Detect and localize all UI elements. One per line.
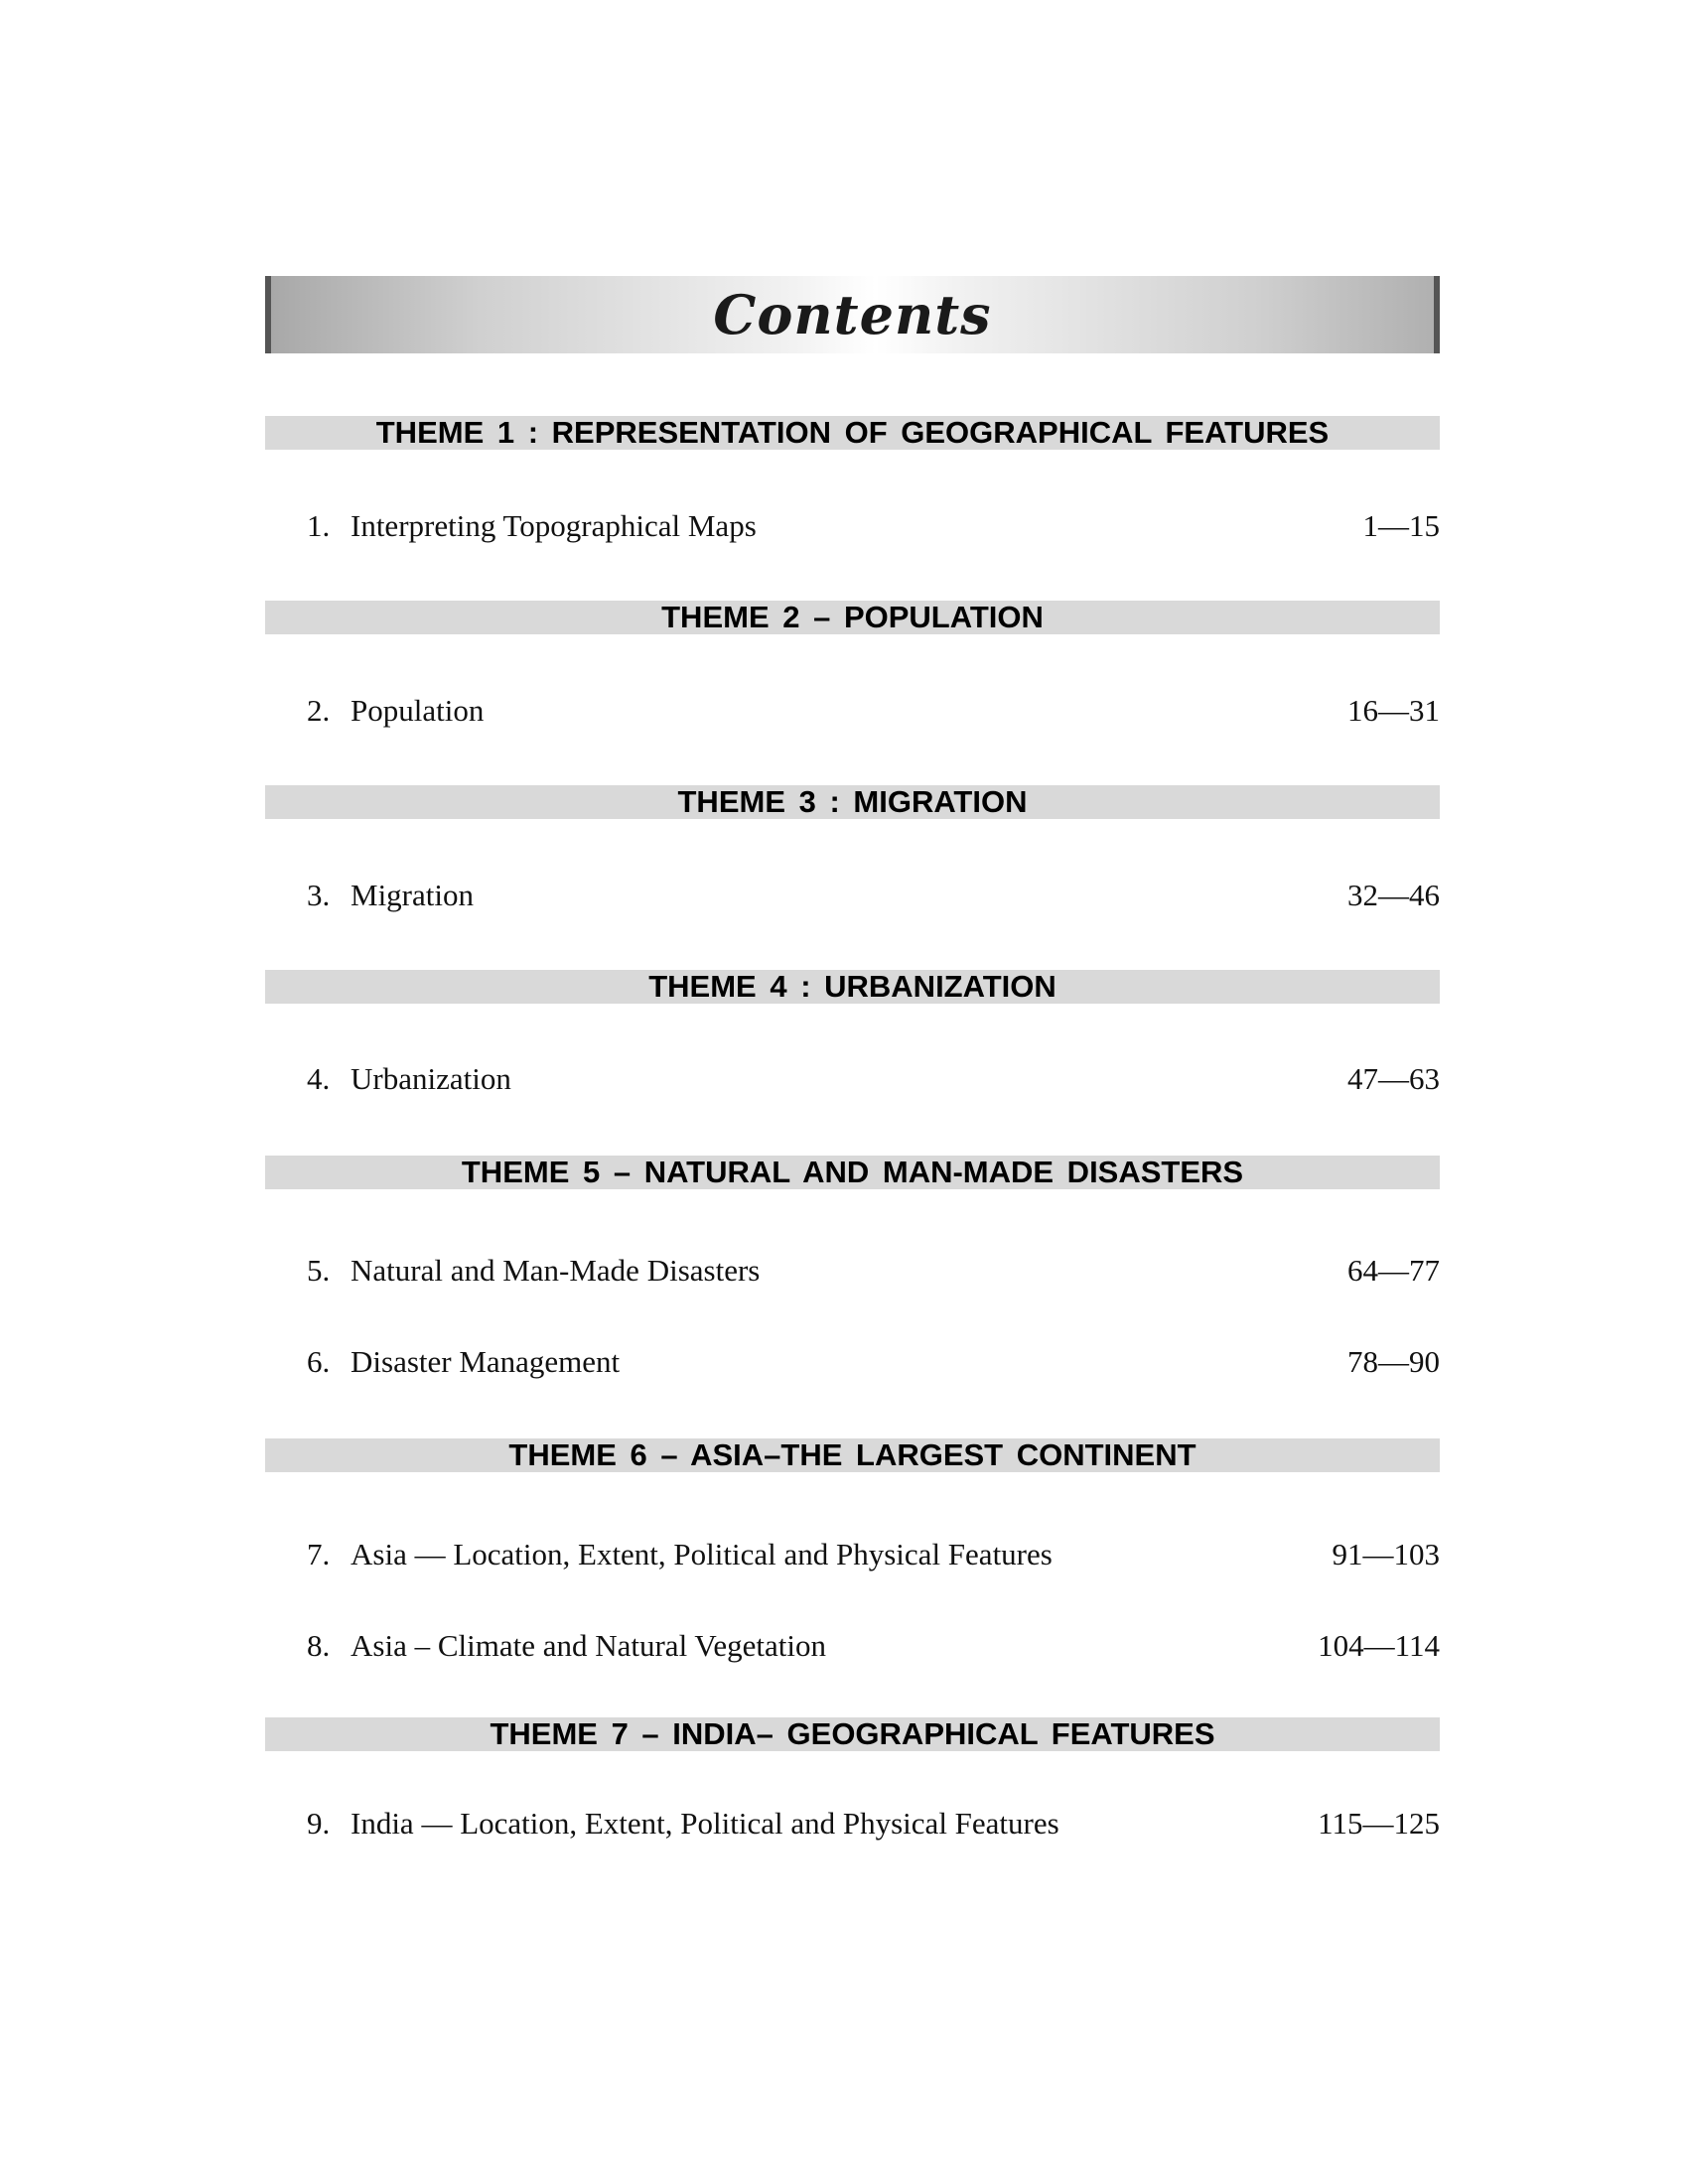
entry-title: India — Location, Extent, Political and Physical Features: [351, 1806, 1059, 1841]
toc-entry-5[interactable]: [265, 1249, 1440, 1293]
entry-number: 2.: [307, 693, 331, 728]
entry-title: Population: [351, 693, 485, 728]
theme-title: THEME 6 – ASIA–THE LARGEST CONTINENT: [508, 1437, 1196, 1472]
entry-number: 3.: [307, 878, 331, 912]
entry-title: Migration: [351, 878, 474, 912]
entry-title: Interpreting Topographical Maps: [351, 508, 757, 543]
theme-header-3: [265, 785, 1440, 819]
theme-title: THEME 5 – NATURAL AND MAN-MADE DISASTERS: [461, 1155, 1244, 1189]
toc-entry-7[interactable]: [265, 1533, 1440, 1576]
toc-entry-2[interactable]: [265, 689, 1440, 733]
toc-entry-4[interactable]: [265, 1057, 1440, 1101]
theme-title: THEME 7 – INDIA– GEOGRAPHICAL FEATURES: [490, 1716, 1215, 1751]
theme-title: THEME 1 : REPRESENTATION OF GEOGRAPHICAL FEATURES: [375, 415, 1330, 450]
entry-number: 5.: [307, 1253, 331, 1288]
toc-entry-9[interactable]: [265, 1802, 1440, 1845]
theme-title: THEME 4 : URBANIZATION: [648, 969, 1056, 1004]
entry-number: 1.: [307, 508, 331, 543]
entry-number: 7.: [307, 1537, 331, 1571]
entry-number: 9.: [307, 1806, 331, 1841]
entry-number: 4.: [307, 1061, 331, 1096]
entry-pages: 78—90: [1347, 1344, 1440, 1379]
entry-title: Asia — Location, Extent, Political and Physical Features: [351, 1537, 1053, 1571]
entry-pages: 47—63: [1347, 1061, 1440, 1096]
theme-header-6: [265, 1438, 1440, 1472]
entry-number: 8.: [307, 1628, 331, 1663]
entry-title: Disaster Management: [351, 1344, 621, 1379]
theme-header-4: [265, 970, 1440, 1004]
entry-pages: 91—103: [1332, 1537, 1440, 1571]
theme-header-7: [265, 1717, 1440, 1751]
entry-number: 6.: [307, 1344, 331, 1379]
toc-entry-8[interactable]: [265, 1624, 1440, 1668]
entry-title: Asia – Climate and Natural Vegetation: [351, 1628, 826, 1663]
toc-entry-6[interactable]: [265, 1340, 1440, 1384]
page-title: Contents: [713, 283, 992, 346]
entry-title: Urbanization: [351, 1061, 511, 1096]
entry-pages: 64—77: [1347, 1253, 1440, 1288]
theme-header-2: [265, 601, 1440, 634]
theme-title: THEME 2 – POPULATION: [661, 600, 1044, 634]
entry-pages: 1—15: [1362, 508, 1440, 543]
theme-header-5: [265, 1156, 1440, 1189]
contents-banner: [265, 276, 1440, 353]
toc-entry-3[interactable]: [265, 874, 1440, 917]
entry-pages: 104—114: [1318, 1628, 1440, 1663]
entry-title: Natural and Man-Made Disasters: [351, 1253, 761, 1288]
entry-pages: 32—46: [1347, 878, 1440, 912]
entry-pages: 115—125: [1318, 1806, 1440, 1841]
contents-page: [265, 0, 1440, 2184]
theme-header-1: [265, 416, 1440, 450]
entry-pages: 16—31: [1347, 693, 1440, 728]
toc-entry-1[interactable]: [265, 504, 1440, 548]
theme-title: THEME 3 : MIGRATION: [677, 784, 1028, 819]
